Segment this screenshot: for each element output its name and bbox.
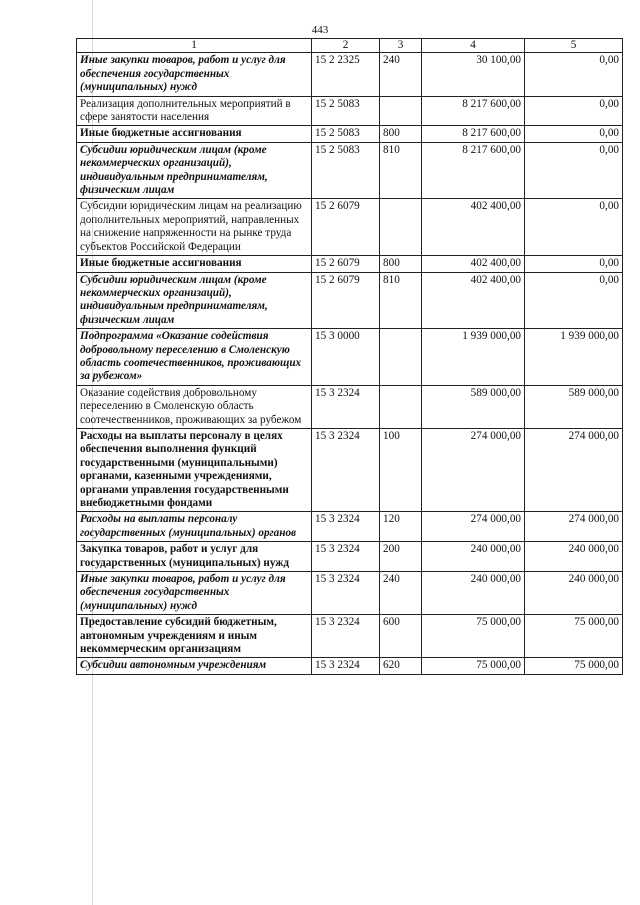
row-sum2-cell: 240 000,00 — [525, 572, 623, 615]
row-type-cell: 800 — [380, 126, 422, 142]
row-name-cell: Иные бюджетные ассигнования — [77, 126, 312, 142]
row-type-cell: 810 — [380, 272, 422, 329]
row-type-cell: 800 — [380, 256, 422, 272]
row-code-cell: 15 3 2324 — [312, 542, 380, 572]
row-name-cell: Подпрограмма «Оказание содействия добровольному переселению в Смоленскую область соотечественников, проживающих за рубежом» — [77, 329, 312, 386]
table-row — [77, 572, 623, 615]
table-row — [77, 385, 623, 428]
row-sum1-cell: 240 000,00 — [422, 572, 525, 615]
row-sum2-cell: 0,00 — [525, 256, 623, 272]
row-sum1-cell: 274 000,00 — [422, 428, 525, 511]
table-row — [77, 658, 623, 674]
row-type-cell — [380, 199, 422, 256]
row-name-cell: Расходы на выплаты персоналу государственных (муниципальных) органов — [77, 512, 312, 542]
table-row — [77, 126, 623, 142]
row-code-cell: 15 2 5083 — [312, 96, 380, 126]
row-name-cell: Иные закупки товаров, работ и услуг для обеспечения государственных (муниципальных) нужд — [77, 53, 312, 96]
table-row — [77, 53, 623, 96]
row-sum2-cell: 0,00 — [525, 272, 623, 329]
table-row — [77, 199, 623, 256]
row-code-cell: 15 3 0000 — [312, 329, 380, 386]
page-number: 443 — [311, 24, 329, 36]
header-row — [77, 39, 623, 53]
row-name-cell: Субсидии автономным учреждениям — [77, 658, 312, 674]
row-code-cell: 15 2 5083 — [312, 126, 380, 142]
row-code-cell: 15 2 6079 — [312, 272, 380, 329]
row-type-cell: 120 — [380, 512, 422, 542]
row-name-cell: Предоставление субсидий бюджетным, автономным учреждениям и иным некоммерческим организациям — [77, 615, 312, 658]
row-code-cell: 15 2 5083 — [312, 142, 380, 199]
table-row — [77, 428, 623, 511]
row-type-cell: 600 — [380, 615, 422, 658]
table-row — [77, 512, 623, 542]
row-sum2-cell: 0,00 — [525, 53, 623, 96]
row-code-cell: 15 2 2325 — [312, 53, 380, 96]
budget-table — [76, 38, 623, 675]
column-header: 3 — [380, 39, 422, 53]
row-code-cell: 15 3 2324 — [312, 658, 380, 674]
row-name-cell: Расходы на выплаты персоналу в целях обеспечения выполнения функций государственными (муниципальными) органами, казенными учреждениями, органами управления государственными внебюджетными фондами — [77, 428, 312, 511]
row-code-cell: 15 3 2324 — [312, 385, 380, 428]
table-row — [77, 272, 623, 329]
row-code-cell: 15 2 6079 — [312, 256, 380, 272]
row-sum2-cell: 1 939 000,00 — [525, 329, 623, 386]
row-type-cell — [380, 385, 422, 428]
row-sum2-cell: 240 000,00 — [525, 542, 623, 572]
row-name-cell: Иные бюджетные ассигнования — [77, 256, 312, 272]
row-name-cell: Иные закупки товаров, работ и услуг для обеспечения государственных (муниципальных) нужд — [77, 572, 312, 615]
row-sum1-cell: 274 000,00 — [422, 512, 525, 542]
row-sum1-cell: 589 000,00 — [422, 385, 525, 428]
column-header: 1 — [77, 39, 312, 53]
row-type-cell — [380, 329, 422, 386]
table-row — [77, 542, 623, 572]
row-sum2-cell: 274 000,00 — [525, 428, 623, 511]
column-header: 4 — [422, 39, 525, 53]
row-name-cell: Субсидии юридическим лицам (кроме некоммерческих организаций), индивидуальным предпринимателям, физическим лицам — [77, 272, 312, 329]
row-sum2-cell: 589 000,00 — [525, 385, 623, 428]
row-sum1-cell: 75 000,00 — [422, 658, 525, 674]
column-header: 2 — [312, 39, 380, 53]
row-sum1-cell: 402 400,00 — [422, 199, 525, 256]
row-type-cell: 100 — [380, 428, 422, 511]
row-sum1-cell: 8 217 600,00 — [422, 126, 525, 142]
row-sum2-cell: 274 000,00 — [525, 512, 623, 542]
row-type-cell: 200 — [380, 542, 422, 572]
table-row — [77, 329, 623, 386]
row-sum2-cell: 0,00 — [525, 126, 623, 142]
row-name-cell: Субсидии юридическим лицам на реализацию дополнительных мероприятий, направленных на снижение напряженности на рынке труда субъектов Российской Федерации — [77, 199, 312, 256]
row-sum1-cell: 240 000,00 — [422, 542, 525, 572]
row-sum2-cell: 0,00 — [525, 199, 623, 256]
row-sum2-cell: 0,00 — [525, 96, 623, 126]
table-row — [77, 256, 623, 272]
row-code-cell: 15 3 2324 — [312, 512, 380, 542]
row-type-cell: 240 — [380, 53, 422, 96]
row-sum2-cell: 75 000,00 — [525, 658, 623, 674]
row-name-cell: Субсидии юридическим лицам (кроме некоммерческих организаций), индивидуальным предпринимателям, физическим лицам — [77, 142, 312, 199]
row-code-cell: 15 3 2324 — [312, 615, 380, 658]
row-sum1-cell: 1 939 000,00 — [422, 329, 525, 386]
row-sum1-cell: 8 217 600,00 — [422, 142, 525, 199]
table-row — [77, 142, 623, 199]
row-name-cell: Реализация дополнительных мероприятий в сфере занятости населения — [77, 96, 312, 126]
row-code-cell: 15 2 6079 — [312, 199, 380, 256]
row-sum1-cell: 30 100,00 — [422, 53, 525, 96]
row-sum1-cell: 75 000,00 — [422, 615, 525, 658]
row-name-cell: Закупка товаров, работ и услуг для государственных (муниципальных) нужд — [77, 542, 312, 572]
row-type-cell: 810 — [380, 142, 422, 199]
row-sum1-cell: 402 400,00 — [422, 256, 525, 272]
row-code-cell: 15 3 2324 — [312, 428, 380, 511]
table-body — [77, 53, 623, 674]
row-type-cell: 240 — [380, 572, 422, 615]
row-type-cell: 620 — [380, 658, 422, 674]
row-sum2-cell: 75 000,00 — [525, 615, 623, 658]
column-header: 5 — [525, 39, 623, 53]
row-type-cell — [380, 96, 422, 126]
row-sum2-cell: 0,00 — [525, 142, 623, 199]
row-sum1-cell: 402 400,00 — [422, 272, 525, 329]
table-row — [77, 96, 623, 126]
row-name-cell: Оказание содействия добровольному переселению в Смоленскую область соотечественников, проживающих за рубежом — [77, 385, 312, 428]
row-code-cell: 15 3 2324 — [312, 572, 380, 615]
row-sum1-cell: 8 217 600,00 — [422, 96, 525, 126]
table-row — [77, 615, 623, 658]
